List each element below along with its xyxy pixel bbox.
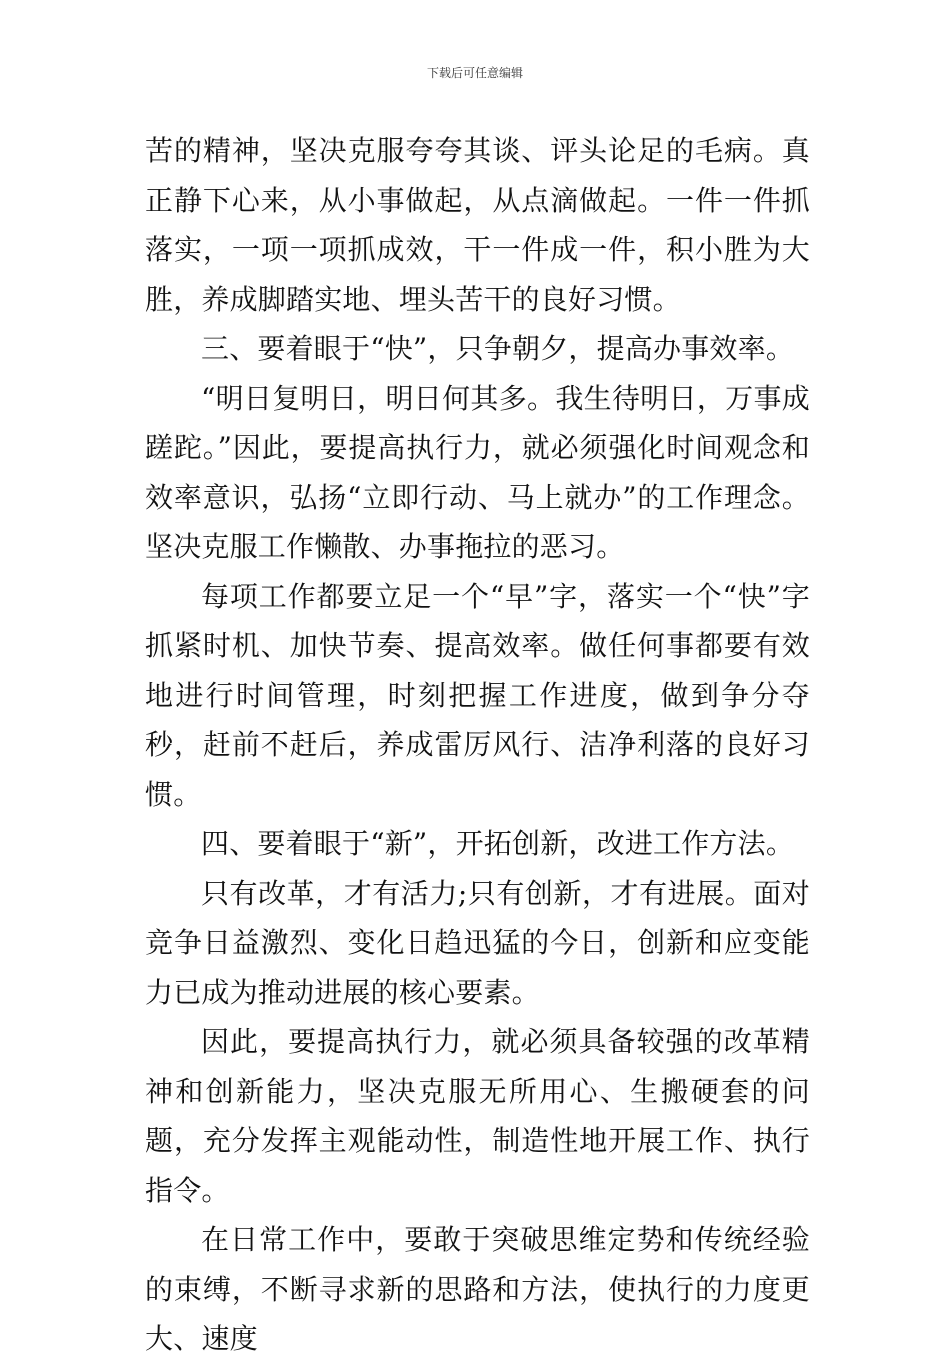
paragraph-continuation: 苦的精神，坚决克服夸夸其谈、评头论足的毛病。真正静下心来，从小事做起，从点滴做起。一件一件抓落实，一项一项抓成效，干一件成一件，积小胜为大胜，养成脚踏实地、埋头苦干的良好习惯。: [145, 134, 810, 316]
document-body: [145, 126, 810, 1364]
paragraph: “明日复明日，明日何其多。我生待明日，万事成蹉跎。”因此，要提高执行力，就必须强化时间观念和效率意识，弘扬“立即行动、马上就办”的工作理念。坚决克服工作懒散、办事拖拉的恶习。: [145, 381, 810, 563]
paragraph: 只有改革，才有活力;只有创新，才有进展。面对竞争日益激烈、变化日趋迅猛的今日，创新和应变能力已成为推动进展的核心要素。: [145, 876, 810, 1009]
paragraph: 每项工作都要立足一个“早”字，落实一个“快”字抓紧时机、加快节奏、提高效率。做任何事都要有效地进行时间管理，时刻把握工作进度，做到争分夺秒，赶前不赶后，养成雷厉风行、洁净利落的良好习惯。: [145, 579, 810, 811]
paragraph: 因此，要提高执行力，就必须具备较强的改革精神和创新能力，坚决克服无所用心、生搬硬套的问题，充分发挥主观能动性，制造性地开展工作、执行指令。: [145, 1025, 810, 1207]
section-heading-3: 三、要着眼于“快”，只争朝夕，提高办事效率。: [201, 332, 795, 365]
page-header: 下载后可任意编辑: [426, 66, 523, 80]
paragraph: 在日常工作中，要敢于突破思维定势和传统经验的束缚，不断寻求新的思路和方法，使执行的力度更大、速度: [145, 1223, 810, 1355]
section-heading-4: 四、要着眼于“新”，开拓创新，改进工作方法。: [201, 827, 795, 860]
